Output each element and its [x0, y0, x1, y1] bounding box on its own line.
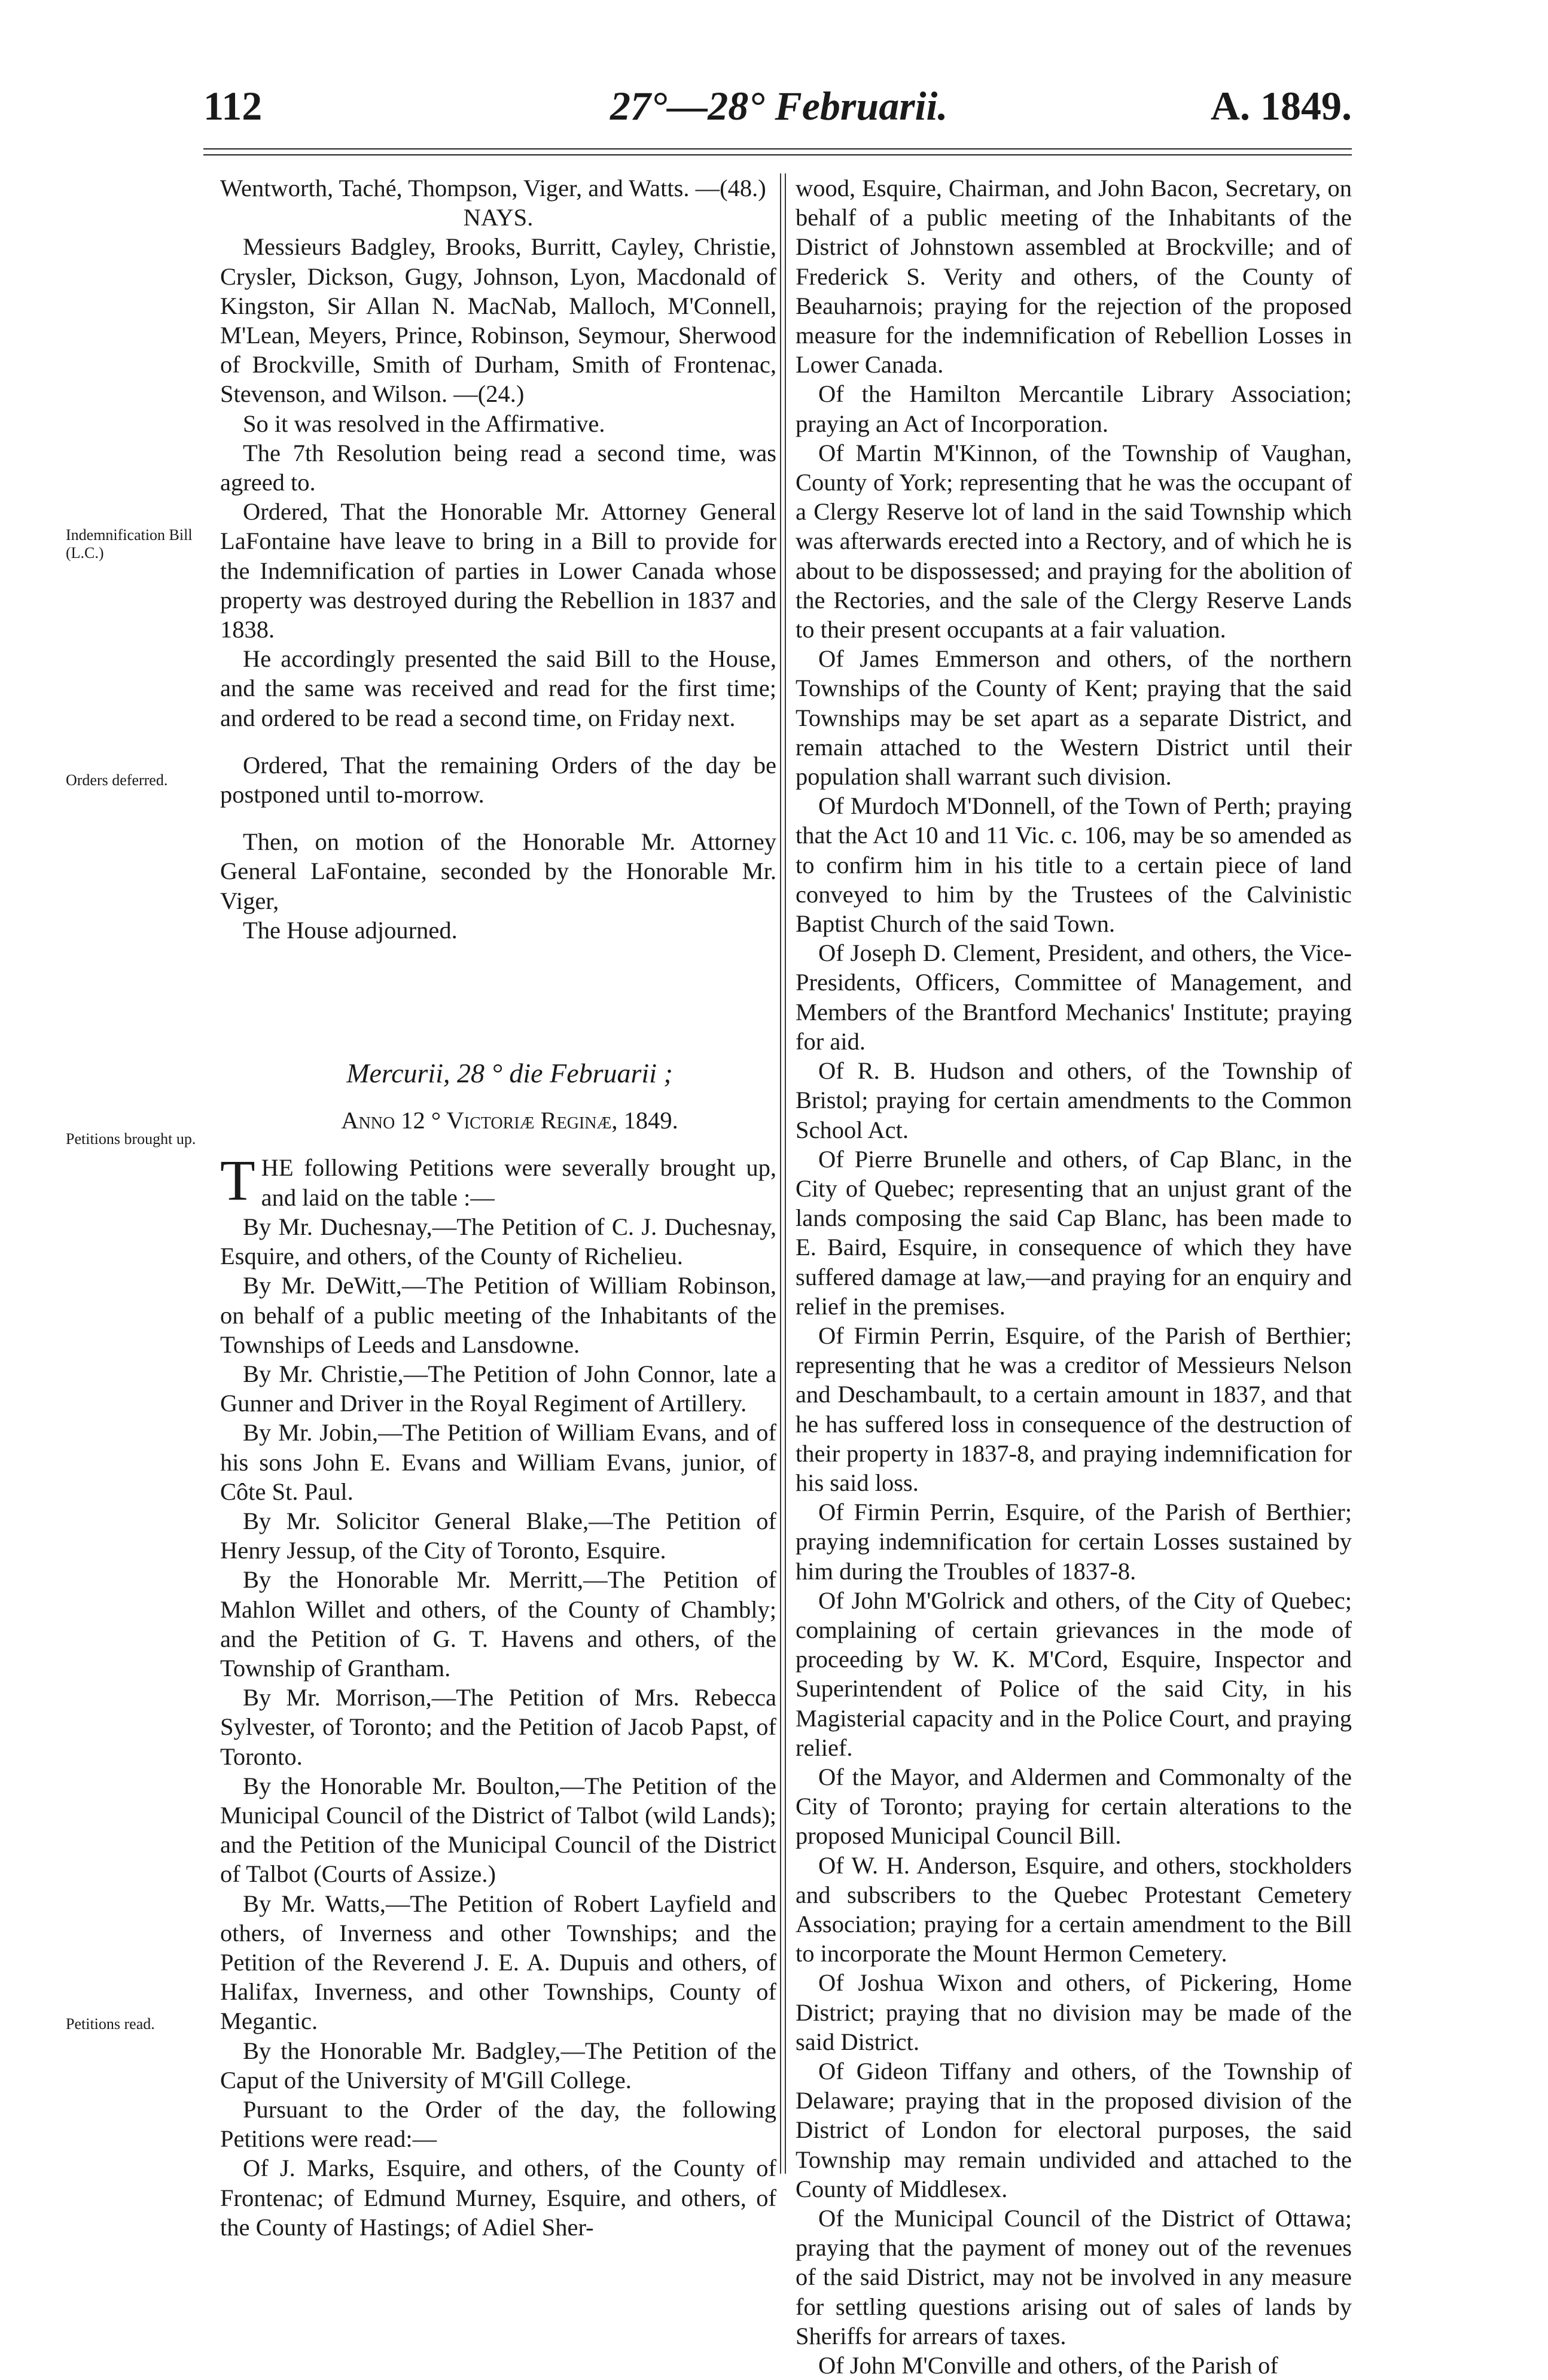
- petition-read-item: Of Martin M'Kinnon, of the Township of Vaughan, County of York; representing that he was the occupant of a Clergy Reserve lot of land in the said Township which was afterwards erected into a Rectory, and of which he is about to be dispossessed; and praying for the abolition of the Rectories, and the sale of the Clergy Reserve Lands to their present occupants at a fair valuation.: [796, 439, 1352, 643]
- petition-read-item: Of the Hamilton Mercantile Library Association; praying an Act of Incorporation.: [796, 380, 1352, 437]
- margin-note-petitions-brought-up: Petitions brought up.: [66, 1130, 196, 1148]
- drop-cap: T: [220, 1148, 255, 1213]
- petition-read-item: Of John M'Conville and others, of the Parish of: [818, 2352, 1278, 2379]
- petition-read-item: Of Joseph D. Clement, President, and others, the Vice-Presidents, Officers, Committee of Management, and Members of the Brantford Mechanics' Institute; praying for aid.: [796, 939, 1352, 1055]
- margin-note-petitions-read: Petitions read.: [66, 2015, 155, 2033]
- resolved-text: So it was resolved in the Affirmative.: [243, 410, 605, 437]
- page-header: [203, 83, 1352, 136]
- petition-brought-item: By the Honorable Mr. Badgley,—The Petition of the Caput of the University of M'Gill College.: [220, 2037, 776, 2094]
- ordered-postponed-text: Ordered, That the remaining Orders of the day be postponed until to-morrow.: [220, 751, 776, 808]
- petition-read-item: Of the Mayor, and Aldermen and Commonalty of the City of Toronto; praying for certain alterations to the proposed Municipal Council Bill.: [796, 1763, 1352, 1850]
- nays-heading: NAYS.: [463, 204, 534, 231]
- pursuant-text: Pursuant to the Order of the day, the following Petitions were read:—: [220, 2095, 776, 2153]
- column-divider-right: [785, 173, 786, 2174]
- header-rule-top: [203, 148, 1352, 149]
- petition-brought-item: By Mr. Watts,—The Petition of Robert Layfield and others, of Inverness and other Townships; and the Petition of the Reverend J. E. A. Dupuis and others, of Halifax, Inverness, and other Townships, County of Megantic.: [220, 1890, 776, 2035]
- seventh-resolution-text: The 7th Resolution being read a second time, was agreed to.: [220, 439, 776, 496]
- petitions-intro-text: HE following Petitions were severally brought up, and laid on the table :—: [261, 1154, 776, 1211]
- ordered-bill-text: Ordered, That the Honorable Mr. Attorney General LaFontaine have leave to bring in a Bill to provide for the Indemnification of parties in Lower Canada whose property was destroyed during the Rebellion in 1837 and 1838.: [220, 498, 776, 643]
- column-divider-left: [780, 173, 781, 2174]
- marks-petition-text: Of J. Marks, Esquire, and others, of the County of Frontenac; of Edmund Murney, Esquire, and others, of the County of Hastings; of Adiel Sher-: [220, 2155, 776, 2241]
- presented-bill-text: He accordingly presented the said Bill to the House, and the same was received and read for the first time; and ordered to be read a second time, on Friday next.: [220, 645, 776, 731]
- petition-brought-item: By Mr. Duchesnay,—The Petition of C. J. Duchesnay, Esquire, and others, of the County of Richelieu.: [220, 1213, 776, 1270]
- petition-brought-item: By Mr. DeWitt,—The Petition of William Robinson, on behalf of a public meeting of the Inhabitants of the Townships of Leeds and Lansdowne.: [220, 1272, 776, 1358]
- petition-read-item: Of Joshua Wixon and others, of Pickering, Home District; praying that no division may be made of the said District.: [796, 1969, 1352, 2055]
- petition-read-item: Of the Municipal Council of the District of Ottawa; praying that the payment of money out of the revenues of the said District, may not be involved in any measure for settling questions arising out of sales of lands by Sheriffs for arrears of taxes.: [796, 2205, 1352, 2350]
- anno-heading: Anno 12 ° Victoriæ Reginæ, 1849.: [341, 1107, 678, 1134]
- petition-read-item: Of James Emmerson and others, of the northern Townships of the County of Kent; praying that the said Townships may be set apart as a separate District, and remain attached to the Western District until their population shall warrant such division.: [796, 645, 1352, 791]
- left-column: [220, 173, 776, 2241]
- petition-read-item: Of W. H. Anderson, Esquire, and others, stockholders and subscribers to the Quebec Protestant Cemetery Association; praying for a certain amendment to the Bill to incorporate the Mount Hermon Cemetery.: [796, 1851, 1352, 1967]
- page-date: 27°—28° Februarii.: [610, 83, 948, 129]
- petition-read-item: Of Murdoch M'Donnell, of the Town of Perth; praying that the Act 10 and 11 Vic. c. 106, may be so amended as to confirm him in his title to a certain piece of land conveyed to him by the Trustees of the Calvinistic Baptist Church of the said Town.: [796, 792, 1352, 938]
- adjourned-text: The House adjourned.: [243, 916, 458, 944]
- petition-read-item: Of R. B. Hudson and others, of the Township of Bristol; praying for certain amendments to the Common School Act.: [796, 1057, 1352, 1143]
- petition-brought-item: By Mr. Jobin,—The Petition of William Evans, and of his sons John E. Evans and William Evans, junior, of Côte St. Paul.: [220, 1419, 776, 1505]
- margin-note-orders-deferred: Orders deferred.: [66, 771, 168, 789]
- petition-read-item: Of Pierre Brunelle and others, of Cap Blanc, in the City of Quebec; representing that an unjust grant of the lands composing the said Cap Blanc, has been made to E. Baird, Esquire, in consequence of which they have suffered damage at law,—and praying for an enquiry and relief in the premises.: [796, 1145, 1352, 1320]
- yeas-tail: Wentworth, Taché, Thompson, Viger, and Watts. —(48.): [220, 175, 766, 202]
- petition-read-item: Of Firmin Perrin, Esquire, of the Parish of Berthier; representing that he was a creditor of Messieurs Nelson and Deschambault, to a certain amount in 1837, and that he has suffered loss in consequence of the destruction of their property in 1837-8, and praying indemnification for his said loss.: [796, 1322, 1352, 1496]
- petition-brought-item: By Mr. Christie,—The Petition of John Connor, late a Gunner and Driver in the Royal Regiment of Artillery.: [220, 1360, 776, 1417]
- petition-brought-item: By the Honorable Mr. Merritt,—The Petition of Mahlon Willet and others, of the County of Chambly; and the Petition of G. T. Havens and others, of the Township of Grantham.: [220, 1566, 776, 1682]
- session-heading: Mercurii, 28 ° die Februarii ;: [346, 1058, 673, 1089]
- page-year: A. 1849.: [1210, 83, 1352, 129]
- page-number: 112: [203, 83, 263, 129]
- petition-read-item: Of Firmin Perrin, Esquire, of the Parish of Berthier; praying indemnification for certain Losses sustained by him during the Troubles of 1837-8.: [796, 1499, 1352, 1585]
- margin-note-indemnification: Indemnification Bill (L.C.): [66, 526, 193, 562]
- motion-adjourn-text: Then, on motion of the Honorable Mr. Attorney General LaFontaine, seconded by the Honorable Mr. Viger,: [220, 828, 776, 914]
- petition-read-item: Of Gideon Tiffany and others, of the Township of Delaware; praying that in the proposed division of the District of London for electoral purposes, the said Township may remain undivided and attached to the County of Middlesex.: [796, 2058, 1352, 2202]
- petition-read-item: Of John M'Golrick and others, of the City of Quebec; complaining of certain grievances in the mode of proceeding by W. K. M'Cord, Esquire, Inspector and Superintendent of Police of the said City, in his Magisterial capacity and in the Police Court, and praying relief.: [796, 1586, 1352, 1761]
- petition-read-item: wood, Esquire, Chairman, and John Bacon, Secretary, on behalf of a public meeting of the Inhabitants of the District of Johnstown assembled at Brockville; and of Frederick S. Verity and others, of the County of Beauharnois; praying for the rejection of the proposed measure for the indemnification of Rebellion Losses in Lower Canada.: [796, 175, 1352, 379]
- petition-brought-item: By the Honorable Mr. Boulton,—The Petition of the Municipal Council of the District of Talbot (wild Lands); and the Petition of the Municipal Council of the District of Talbot (Courts of Assize.): [220, 1772, 776, 1888]
- header-rule-bottom: [203, 154, 1352, 155]
- petitions-intro: [220, 1148, 776, 1213]
- petition-brought-item: By Mr. Solicitor General Blake,—The Petition of Henry Jessup, of the City of Toronto, Esquire.: [220, 1507, 776, 1564]
- nays-list: Messieurs Badgley, Brooks, Burritt, Cayley, Christie, Crysler, Dickson, Gugy, Johnson, Lyon, Macdonald of Kingston, Sir Allan N. MacNab, Malloch, M'Connell, M'Lean, Meyers, Prince, Robinson, Seymour, Sherwood of Brockville, Smith of Durham, Smith of Frontenac, Stevenson, and Wilson. —(24.): [220, 233, 776, 408]
- petition-brought-item: By Mr. Morrison,—The Petition of Mrs. Rebecca Sylvester, of Toronto; and the Petition of Jacob Papst, of Toronto.: [220, 1684, 776, 1770]
- right-column: [796, 173, 1352, 2379]
